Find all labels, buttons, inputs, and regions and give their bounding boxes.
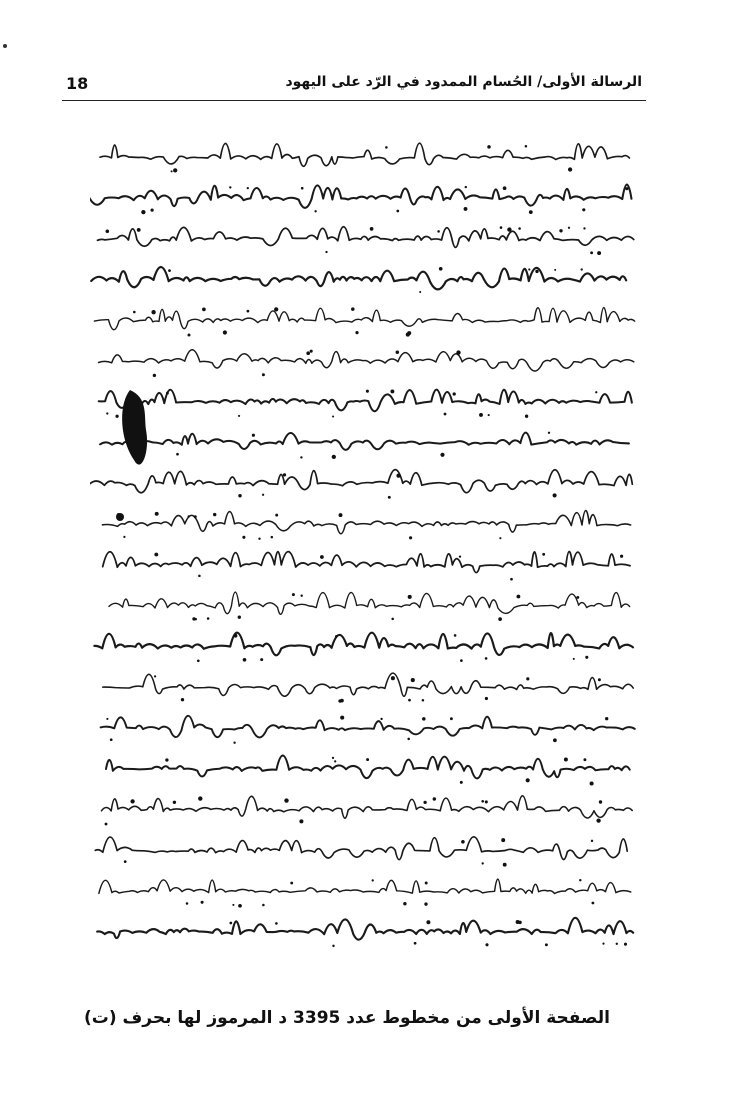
diacritic-dot bbox=[262, 494, 264, 496]
diacritic-dot bbox=[500, 226, 503, 229]
diacritic-dot bbox=[314, 210, 316, 212]
diacritic-dot bbox=[568, 167, 572, 171]
diacritic-dot bbox=[300, 456, 302, 458]
diacritic-dot bbox=[456, 350, 460, 354]
diacritic-dot bbox=[110, 738, 113, 741]
manuscript-line bbox=[109, 592, 630, 614]
diacritic-dot bbox=[380, 718, 382, 720]
diacritic-dot bbox=[464, 207, 468, 211]
diacritic-dot bbox=[422, 717, 426, 721]
diacritic-dot bbox=[516, 595, 520, 599]
diacritic-dot bbox=[188, 515, 190, 517]
diacritic-dot bbox=[564, 758, 568, 762]
diacritic-dot bbox=[242, 536, 245, 539]
diacritic-dot bbox=[186, 902, 189, 905]
diacritic-dot bbox=[409, 536, 412, 539]
diacritic-dot bbox=[535, 270, 538, 273]
diacritic-dot bbox=[408, 595, 412, 599]
diacritic-dot bbox=[238, 904, 242, 908]
caption: الصفحة الأولى من مخطوط عدد 3395 د المرموز لها بحرف (ت) bbox=[84, 1008, 610, 1028]
diacritic-dot bbox=[366, 390, 369, 393]
diacritic-dot bbox=[501, 838, 505, 842]
diacritic-dot bbox=[425, 882, 428, 885]
diacritic-dot bbox=[115, 415, 118, 418]
diacritic-dot bbox=[390, 389, 394, 393]
diacritic-dot bbox=[168, 269, 171, 272]
diacritic-dot bbox=[173, 801, 176, 804]
diacritic-dot bbox=[487, 145, 491, 149]
diacritic-dot bbox=[465, 186, 467, 188]
manuscript-image bbox=[90, 130, 650, 970]
diacritic-dot bbox=[141, 210, 145, 214]
diacritic-dot bbox=[450, 717, 453, 720]
diacritic-dot bbox=[195, 618, 197, 620]
diacritic-dot bbox=[238, 494, 241, 497]
diacritic-dot bbox=[408, 699, 411, 702]
diacritic-dot bbox=[507, 227, 511, 231]
diacritic-dot bbox=[332, 945, 334, 947]
diacritic-dot bbox=[503, 863, 507, 867]
diacritic-dot bbox=[133, 311, 136, 314]
diacritic-dot bbox=[105, 823, 108, 826]
diacritic-dot bbox=[437, 230, 440, 233]
diacritic-dot bbox=[176, 453, 179, 456]
diacritic-dot bbox=[198, 575, 201, 578]
diacritic-dot bbox=[482, 862, 484, 864]
diacritic-dot bbox=[545, 943, 548, 946]
diacritic-dot bbox=[301, 187, 304, 190]
diacritic-dot bbox=[300, 594, 302, 596]
diacritic-dot bbox=[271, 536, 274, 539]
diacritic-dot bbox=[585, 656, 588, 659]
diacritic-dot bbox=[137, 228, 141, 232]
diacritic-dot bbox=[423, 801, 426, 804]
manuscript-line bbox=[103, 552, 630, 573]
diacritic-dot bbox=[202, 308, 206, 312]
diacritic-dot bbox=[391, 676, 395, 680]
diacritic-dot bbox=[372, 879, 374, 881]
diacritic-dot bbox=[166, 392, 169, 395]
diacritic-dot bbox=[234, 634, 238, 638]
diacritic-dot bbox=[525, 145, 528, 148]
diacritic-dot bbox=[590, 251, 593, 254]
diacritic-dot bbox=[424, 902, 427, 905]
diacritic-dot bbox=[510, 578, 513, 581]
diacritic-dot bbox=[130, 799, 134, 803]
page-header bbox=[62, 70, 646, 101]
diacritic-dot bbox=[165, 758, 168, 761]
diacritic-dot bbox=[620, 555, 623, 558]
diacritic-dot bbox=[485, 943, 488, 946]
diacritic-dot bbox=[605, 717, 608, 720]
diacritic-dot bbox=[258, 538, 260, 540]
diacritic-dot bbox=[274, 307, 278, 311]
diacritic-dot bbox=[426, 920, 430, 924]
diacritic-dot bbox=[233, 742, 235, 744]
manuscript-line bbox=[101, 716, 635, 738]
diacritic-dot bbox=[335, 635, 338, 638]
manuscript-line bbox=[102, 510, 630, 533]
manuscript-line bbox=[94, 633, 633, 656]
scan-speck bbox=[3, 44, 7, 48]
manuscript-line bbox=[91, 267, 626, 289]
diacritic-dot bbox=[198, 796, 202, 800]
diacritic-dot bbox=[213, 513, 216, 516]
diacritic-dot bbox=[485, 657, 488, 660]
diacritic-dot bbox=[154, 675, 156, 677]
diacritic-dot bbox=[275, 922, 278, 925]
diacritic-dot bbox=[262, 904, 265, 907]
diacritic-dot bbox=[173, 168, 177, 172]
manuscript-line bbox=[100, 433, 629, 450]
diacritic-dot bbox=[419, 291, 421, 293]
diacritic-dot bbox=[485, 697, 488, 700]
diacritic-dot bbox=[598, 678, 601, 681]
diacritic-dot bbox=[597, 251, 601, 255]
diacritic-dot bbox=[310, 350, 313, 353]
page-number: 18 bbox=[66, 74, 89, 93]
diacritic-dot bbox=[340, 699, 344, 703]
diacritic-dot bbox=[396, 474, 400, 478]
diacritic-dot bbox=[181, 698, 184, 701]
diacritic-dot bbox=[414, 942, 417, 945]
diacritic-dot bbox=[602, 943, 604, 945]
diacritic-dot bbox=[592, 902, 595, 905]
diacritic-dot bbox=[439, 267, 443, 271]
diacritic-dot bbox=[355, 331, 358, 334]
manuscript-line bbox=[99, 350, 634, 371]
diacritic-dot bbox=[366, 758, 369, 761]
diacritic-dot bbox=[396, 210, 399, 213]
diacritic-dot bbox=[171, 170, 173, 172]
diacritic-dot bbox=[188, 334, 191, 337]
diacritic-dot bbox=[453, 392, 456, 395]
diacritic-dot bbox=[460, 659, 463, 662]
manuscript-line bbox=[98, 227, 634, 248]
diacritic-dot bbox=[548, 432, 550, 434]
diacritic-dot bbox=[461, 840, 465, 844]
diacritic-dot bbox=[596, 818, 600, 822]
diacritic-dot bbox=[238, 616, 241, 619]
manuscript-line bbox=[103, 673, 634, 696]
diacritic-dot bbox=[332, 415, 334, 417]
diacritic-dot bbox=[460, 781, 463, 784]
diacritic-dot bbox=[243, 658, 247, 662]
diacritic-dot bbox=[576, 596, 579, 599]
diacritic-dot bbox=[616, 943, 618, 945]
diacritic-dot bbox=[599, 800, 602, 803]
diacritic-dot bbox=[262, 373, 265, 376]
diacritic-dot bbox=[590, 781, 594, 785]
diacritic-dot bbox=[247, 187, 249, 189]
diacritic-dot bbox=[325, 251, 327, 253]
diacritic-dot bbox=[106, 412, 108, 414]
diacritic-dot bbox=[299, 819, 303, 823]
diacritic-dot bbox=[123, 536, 125, 538]
manuscript-line bbox=[99, 879, 631, 893]
diacritic-dot bbox=[197, 659, 200, 662]
diacritic-dot bbox=[370, 227, 374, 231]
diacritic-dot bbox=[440, 453, 444, 457]
diacritic-dot bbox=[625, 187, 628, 190]
diacritic-dot bbox=[503, 186, 507, 190]
diacritic-dot bbox=[292, 593, 295, 596]
diacritic-dot bbox=[155, 512, 159, 516]
diacritic-dot bbox=[396, 351, 399, 354]
diacritic-dot bbox=[422, 699, 425, 702]
diacritic-dot bbox=[488, 414, 490, 416]
diacritic-dot bbox=[290, 882, 293, 885]
diacritic-dot bbox=[568, 227, 570, 229]
diacritic-dot bbox=[260, 658, 263, 661]
diacritic-dot bbox=[444, 413, 447, 416]
manuscript-line bbox=[95, 837, 627, 860]
manuscript-line bbox=[100, 143, 629, 166]
diacritic-dot bbox=[581, 268, 583, 270]
diacritic-dot bbox=[194, 515, 197, 518]
diacritic-dot bbox=[223, 330, 227, 334]
diacritic-dot bbox=[332, 455, 336, 459]
manuscript-line bbox=[90, 470, 632, 493]
diacritic-dot bbox=[150, 208, 153, 211]
diacritic-dot bbox=[339, 513, 343, 517]
diacritic-dot bbox=[591, 840, 593, 842]
diacritic-dot bbox=[284, 798, 288, 802]
diacritic-dot bbox=[153, 374, 156, 377]
diacritic-dot bbox=[275, 514, 278, 517]
diacritic-dot bbox=[238, 415, 240, 417]
diacritic-dot bbox=[481, 800, 484, 803]
diacritic-dot bbox=[340, 716, 344, 720]
diacritic-dot bbox=[385, 146, 388, 149]
diacritic-dot bbox=[525, 415, 528, 418]
manuscript-line bbox=[99, 390, 632, 412]
diacritic-dot bbox=[106, 230, 110, 234]
diacritic-dot bbox=[582, 208, 585, 211]
diacritic-dot bbox=[579, 879, 581, 881]
diacritic-dot bbox=[529, 210, 533, 214]
diacritic-dot bbox=[553, 493, 557, 497]
diacritic-dot bbox=[332, 757, 334, 759]
diacritic-dot bbox=[573, 658, 575, 660]
diacritic-dot bbox=[388, 496, 391, 499]
ink-blot bbox=[116, 513, 124, 521]
diacritic-dot bbox=[485, 800, 488, 803]
diacritic-dot bbox=[498, 617, 502, 621]
diacritic-dot bbox=[583, 758, 586, 761]
diacritic-dot bbox=[433, 797, 436, 800]
diacritic-dot bbox=[542, 553, 545, 556]
diacritic-dot bbox=[479, 413, 483, 417]
diacritic-dot bbox=[229, 922, 232, 925]
manuscript-line bbox=[97, 918, 633, 940]
diacritic-dot bbox=[252, 434, 255, 437]
diacritic-dot bbox=[207, 617, 210, 620]
diacritic-dot bbox=[320, 555, 324, 559]
diacritic-dot bbox=[518, 921, 522, 925]
diacritic-dot bbox=[351, 307, 355, 311]
diacritic-dot bbox=[553, 738, 557, 742]
diacritic-dot bbox=[151, 310, 155, 314]
running-title: الرسالة الأولى/ الحُسام الممدود في الرّد على اليهود bbox=[285, 74, 642, 90]
diacritic-dot bbox=[407, 738, 410, 741]
manuscript-line bbox=[102, 796, 633, 818]
diacritic-dot bbox=[232, 904, 234, 906]
diacritic-dot bbox=[518, 227, 521, 230]
diacritic-dot bbox=[391, 618, 394, 621]
diacritic-dot bbox=[454, 634, 457, 637]
diacritic-dot bbox=[459, 555, 461, 557]
manuscript-line bbox=[90, 185, 631, 208]
diacritic-dot bbox=[247, 310, 250, 313]
diacritic-dot bbox=[403, 902, 406, 905]
diacritic-dot bbox=[526, 778, 530, 782]
diacritic-dot bbox=[406, 333, 410, 337]
diacritic-dot bbox=[283, 473, 286, 476]
diacritic-dot bbox=[411, 678, 415, 682]
diacritic-dot bbox=[595, 391, 597, 393]
diacritic-dot bbox=[334, 760, 336, 762]
diacritic-dot bbox=[583, 227, 585, 229]
diacritic-dot bbox=[306, 351, 310, 355]
diacritic-dot bbox=[526, 677, 529, 680]
diacritic-dot bbox=[499, 537, 501, 539]
diacritic-dot bbox=[559, 229, 562, 232]
diacritic-dot bbox=[124, 860, 127, 863]
diacritic-dot bbox=[624, 943, 627, 946]
diacritic-dot bbox=[554, 269, 556, 271]
diacritic-dot bbox=[201, 901, 204, 904]
diacritic-dot bbox=[528, 268, 530, 270]
diacritic-dot bbox=[154, 553, 158, 557]
diacritic-dot bbox=[229, 186, 231, 188]
manuscript-line bbox=[94, 308, 634, 330]
diacritic-dot bbox=[106, 718, 108, 720]
